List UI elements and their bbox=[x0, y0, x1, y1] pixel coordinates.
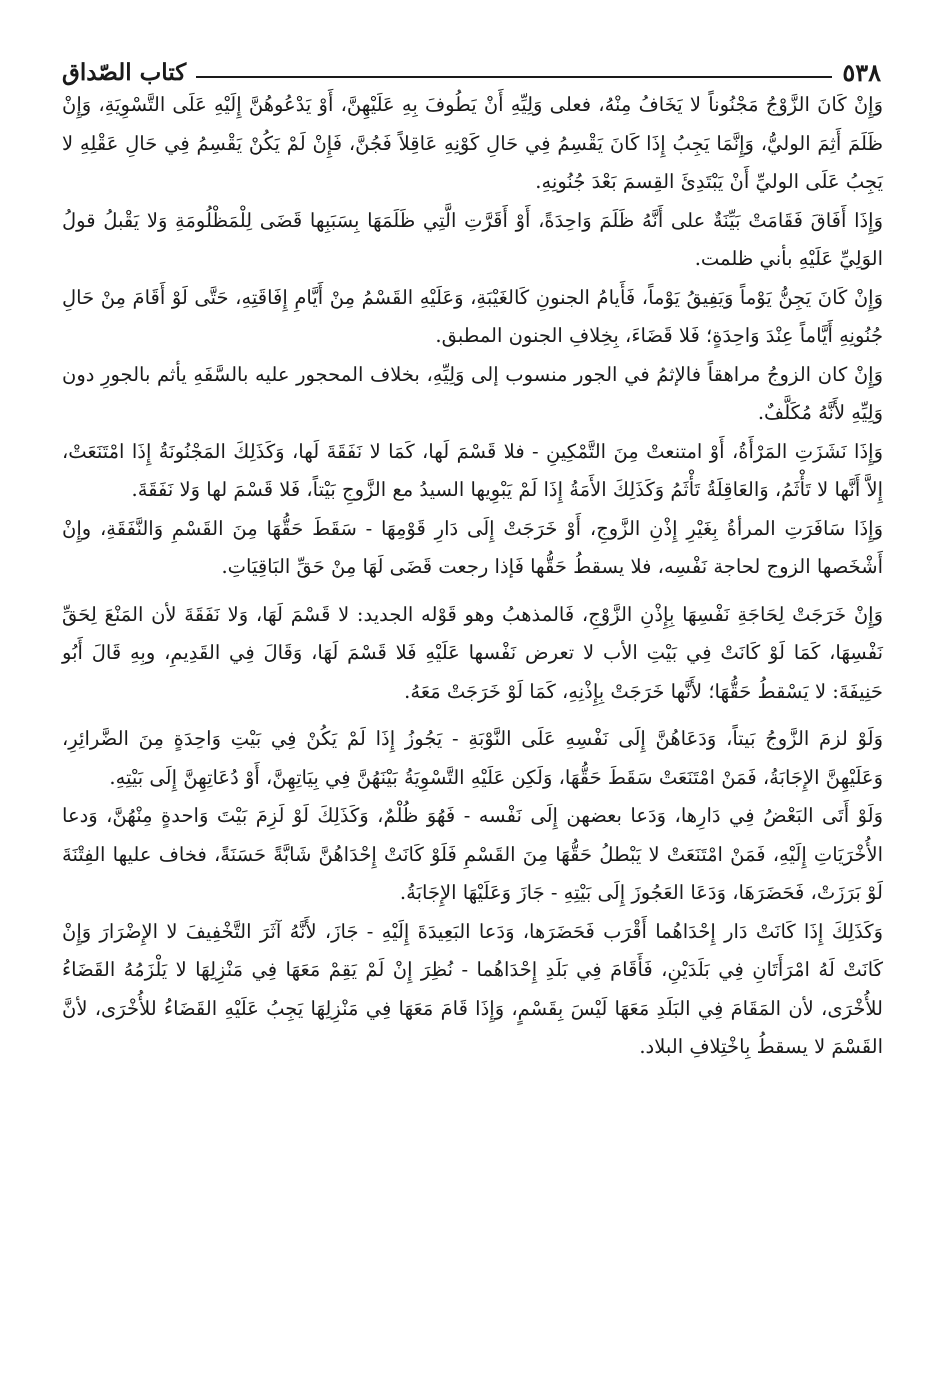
page-body bbox=[62, 86, 883, 1067]
page-header bbox=[62, 52, 881, 86]
paragraph: وَإِنْ كان الزوجُ مراهقاً فالإثمُ في الجور منسوب إلى وَلِيِّهِ، بخلاف المحجور عليه بالسَّفَهِ يأثم بالجورِ دون وَلِيِّهِ لأَنَّهُ مُكَلَّفٌ. bbox=[62, 362, 883, 424]
paragraph: وَلَوْ لزمَ الزَّوجُ بَيتاً، وَدَعَاهُنَّ إِلَى نَفْسِهِ عَلَى النَّوْبَةِ - يَجُوزُ إِذَا لَمْ يَكُنْ فِي بَيْتِ وَاحِدَةٍ مِنَ الضَّرائِرِ، وَعَلَيْهِنَّ الإِجَابَةُ، فَمَنْ امْتَنَعَتْ سَقَطَ حَقُّهَا، وَلَكِن عَلَيْهِ التَّسْوِيَةُ بَيْنَهُنَّ فِي بِيَاتِهِنَّ، أَوْ دُعَاتِهِنَّ إِلَى بَيْتِهِ. bbox=[62, 727, 883, 789]
paragraph: وَإِذَا أَفَاقَ فَقَامَتْ بَيِّنَةٌ على أَنَّهُ ظَلَمَ وَاحِدَةً، أَوْ أَقَرَّتِ الَّتِي ظَلَمَهَا بِسَبَبِها قَضَى لِلْمَظْلُومَةِ وَلا يَقْبلُ قولُ الوَلِيِّ عَلَيْهِ بأني ظلمت. bbox=[62, 208, 883, 270]
paragraph: وَإِنْ كَانَ الزَّوْجُ مَجْنُوناً لا يَخَافُ مِنْهُ، فعلى وَلِيِّهِ أَنْ يَطُوفَ بِهِ عَلَيْهِنَّ، أَوْ يَدْعُوهُنَّ إِلَيْهِ عَلَى التَّسْوِيَةِ، وَإِنْ ظَلَمَ أَثِمَ الوليُّ، وَإِنَّمَا يَجِبُ إِذَا كَانَ يَقْسِمُ فِي حَالِ كَوْنِهِ عَاقِلاً فَجُنَّ، فَإِنْ لَمْ يَكُنْ يَقْسِمُ فِي حَالِ عَقْلِهِ لا يَجِبُ عَلَى الوليِّ أَنْ يَبْتَدِئَ القِسمَ بَعْدَ جُنُونِهِ. bbox=[62, 93, 883, 193]
paragraph: وَلَوْ أَتَى البَعْضُ فِي دَارِها، وَدَعا بعضهن إِلَى نَفْسه - فَهُوَ ظُلْمٌ، وَكَذَلِكَ لَوْ لَزِمَ بَيْتَ وَاحدةٍ مِنْهُنَّ، وَدعا الأُخْرَيَاتِ إِلَيْهِ، فَمَنْ امْتَنَعَتْ لا يَبْطلُ حَقُّهَا مِنَ القَسْمِ فَلَوْ كَانَتْ إِحْدَاهُنَّ شَابَّةً حَسَنَةً، فخاف عليها الفِتْنَةَ لَوْ بَرَزَتْ، فَحَضَرَهَا، وَدَعَا العَجُوزَ إِلَى بَيْتِهِ - جَازَ وَعَلَيْهَا الإِجَابَةُ. bbox=[62, 804, 883, 904]
book-title: كتاب الصّداق bbox=[62, 59, 187, 86]
paragraph: وَإِذَا نَشَزَتِ المَرْأَةُ، أَوْ امتنعتْ مِنَ التَّمْكِينِ - فلا قَسْمَ لَها، كَمَا لا نَفَقَةَ لَها، وَكَذَلِكَ المَجْنُونَةُ إِذَا امْتَنَعَتْ، إِلاَّ أَنَّها لا تَأْثَمُ، وَالعَاقِلَةُ تَأْثَمُ وَكَذَلِكَ الأَمَةُ إِذَا لَمْ يَبْوِيها السيدُ مع الزَّوجِ بَيْتاً، فَلا قَسْمَ لها وَلا نَفَقَةَ. bbox=[62, 439, 883, 501]
paragraph: وَكَذَلِكَ إِذَا كَانَتْ دَار إِحْدَاهُما أَقْرَب فَحَضَرَها، وَدَعا البَعِيدَةَ إِلَيْهِ - جَازَ، لأَنَّهُ آثَرَ التَّخْفِيفَ لا الإِضْرَارَ وَإِنْ كَانَتْ لَهُ امْرَأَتَانِ فِي بَلَدَيْنِ، فَأَقَامَ فِي بَلَدِ إِحْدَاهُما - نُظِرَ إِنْ لَمْ يَقِمْ مَعَهَا فِي مَنْزِلِهَا لا يَلْزَمُهُ القَضَاءُ للأُخْرَى، لأن المَقَامَ فِي البَلَدِ مَعَهَا لَيْسَ بِقَسْمٍ، وَإِذَا قَامَ مَعَهَا فِي مَنْزِلِهَا يَجِبُ عَلَيْهِ القَضَاءُ للأُخْرَى، لأنَّ القَسْمَ لا يسقطُ بِاخْتِلافِ البلاد. bbox=[62, 919, 883, 1058]
paragraph: وَإِنْ كَانَ يَجِنُّ يَوْماً وَيَفِيقُ يَوْماً، فَأَيامُ الجنونِ كَالغَيْبَةِ، وَعَلَيْهِ القَسْمُ مِنْ أَيَّامِ إِفَاقَتِهِ، حَتَّى لَوْ أَقَامَ مِنْ حَالِ جُنُونِهِ أَيَّاماً عِنْدَ وَاحِدَةٍ؛ فَلا قَضَاءَ، بِخِلافِ الجنون المطبق. bbox=[62, 285, 883, 347]
paragraph: وَإِنْ خَرَجَتْ لِحَاجَةِ نَفْسِهَا بِإِذْنِ الزَّوْجِ، فَالمذهبُ وهو قَوْله الجديد: لا قَسْمَ لَهَا، وَلا نَفَقَةَ لأن المَنْعَ لِحَقِّ نَفْسِهَا، كَمَا لَوْ كَانَتْ فِي بَيْتِ الأب لا تعرض نَفْسها عَلَيْهِ فَلا قَسْمَ لَهَا، وَقَالَ فِي القَدِيمِ، وبِهِ قَالَ أَبُو حَنِيفَةَ: لا يَسْقطُ حَقُّهَا؛ لأَنَّها خَرَجَتْ بِإِذْنِهِ، كَمَا لَوْ خَرَجَتْ مَعَهُ. bbox=[62, 602, 883, 703]
paragraph: وَإِذَا سَافَرَتِ المرأةُ بِغَيْرِ إِذْنِ الزَّوجِ، أَوْ خَرَجَتْ إِلَى دَارِ قَوْمِهَا - سَقَطَ حَقُّهَا مِنَ القَسْمِ وَالنَّفَقَةِ، وإِنْ أَشْخَصها الزوج لحاجة نَفْسِه، فلا يسقطُ حَقُّها فَإذا رجعت قَضَى لَهَا مِنْ حَقِّ البَاقِيَاتِ. bbox=[62, 516, 883, 578]
page-number: ٥٣٨ bbox=[842, 58, 881, 87]
header-rule bbox=[196, 76, 832, 78]
